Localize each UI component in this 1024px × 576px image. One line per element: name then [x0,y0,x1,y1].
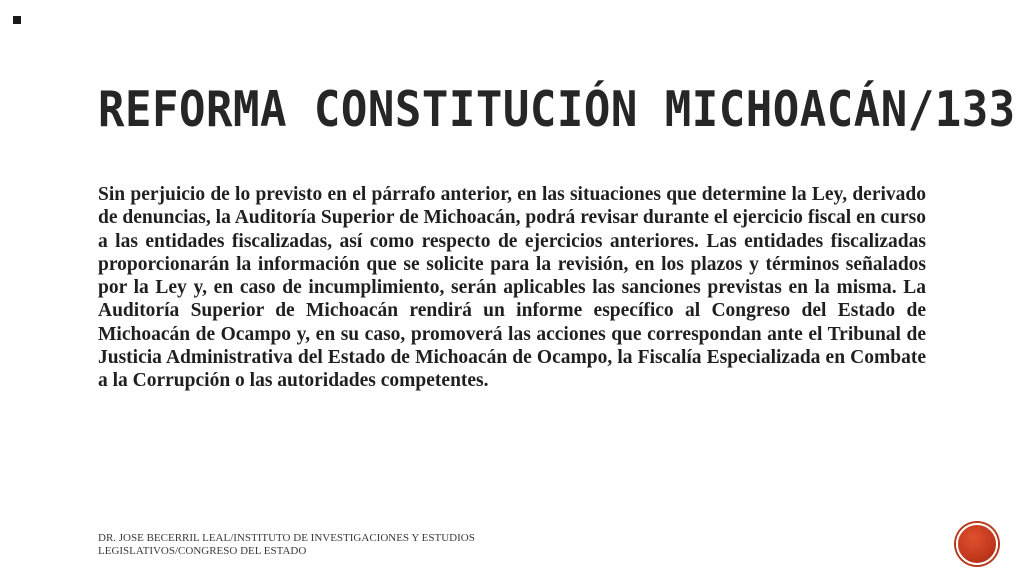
slide-corner-marker [13,16,21,24]
slide-footer: DR. JOSE BECERRIL LEAL/INSTITUTO DE INVESTIGACIONES Y ESTUDIOS LEGISLATIVOS/CONGRESO DEL ESTADO [98,532,475,557]
slide-body-text: Sin perjuicio de lo previsto en el párrafo anterior, en las situaciones que determine la Ley, derivado de denuncias, la Auditoría Superior de Michoacán, podrá revisar durante el ejercicio fiscal en curso a las entidades fiscalizadas, así como respecto de ejercicios anteriores. Las entidades fiscalizadas proporcionarán la información que se solicite para la revisión, en los plazos y términos señalados por la Ley y, en caso de incumplimiento, serán aplicables las sanciones previstas en la misma. La Auditoría Superior de Michoacán rendirá un informe específico al Congreso del Estado de Michoacán de Ocampo y, en su caso, promoverá las acciones que correspondan ante el Tribunal de Justicia Administrativa del Estado de Michoacán de Ocampo, la Fiscalía Especializada en Combate a la Corrupción o las autoridades competentes. [98,184,926,392]
slide-title: REFORMA CONSTITUCIÓN MICHOACÁN/133 [98,81,1016,139]
page-number-badge [956,523,998,565]
